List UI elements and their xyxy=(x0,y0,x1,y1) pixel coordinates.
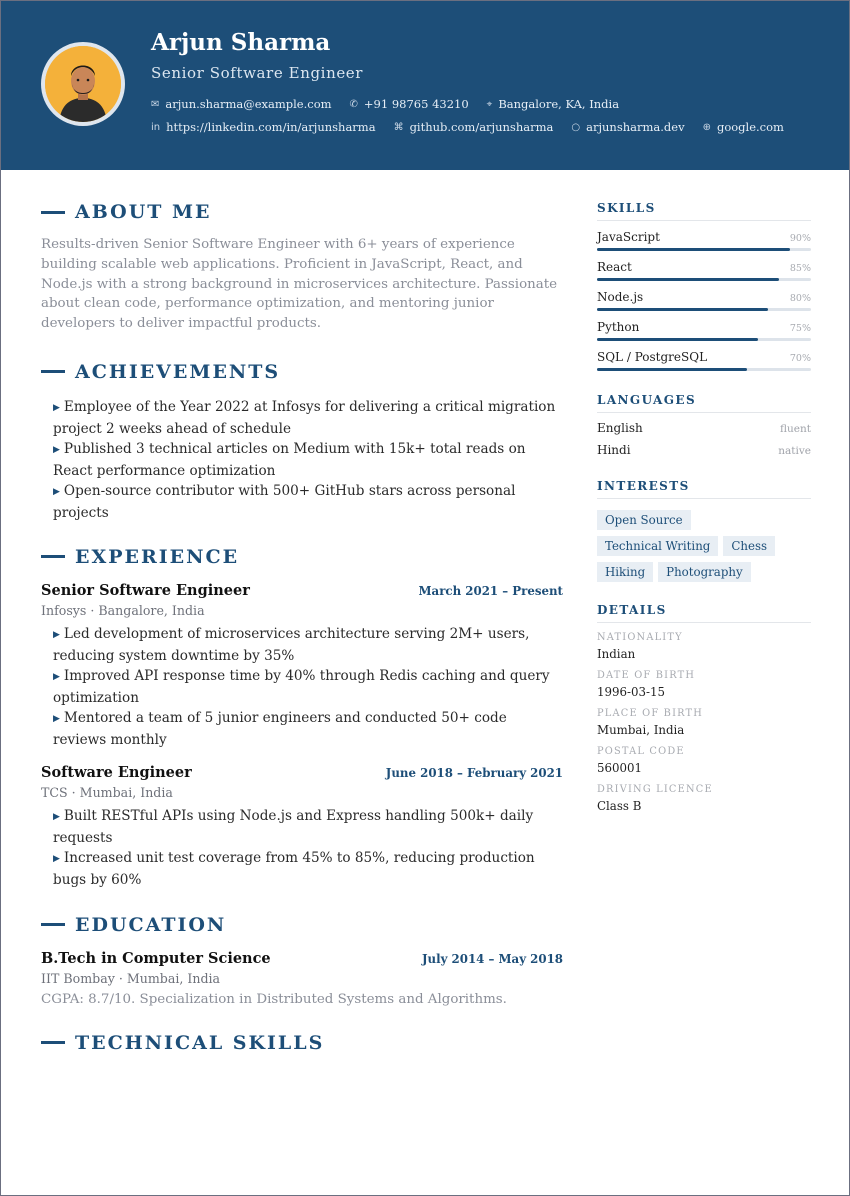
job-header xyxy=(41,764,563,781)
bullet-icon: ▶ xyxy=(53,811,60,822)
degree-title: B.Tech in Computer Science xyxy=(41,949,271,967)
skill-bar-track xyxy=(597,368,811,371)
list-item: ▶ Published 3 technical articles on Medium with 15k+ total reads on React performance optimization xyxy=(53,440,526,479)
globe-icon: ⊕ xyxy=(702,121,711,133)
envelope-icon: ✉ xyxy=(151,98,160,110)
experience-heading xyxy=(41,546,563,568)
language-name: English xyxy=(597,421,643,435)
contact-github-text: github.com/arjunsharma xyxy=(409,120,554,134)
job-entry xyxy=(41,764,563,890)
contact-email[interactable] xyxy=(151,97,332,111)
job-date: March 2021 – Present xyxy=(418,583,563,598)
languages-list xyxy=(597,421,811,457)
skills-heading: SKILLS xyxy=(597,201,811,221)
skill-bar-fill xyxy=(597,308,768,311)
interests-list xyxy=(597,510,811,582)
job-title: Senior Software Engineer xyxy=(41,581,250,599)
phone-icon: ✆ xyxy=(349,98,358,110)
skill-bar-fill xyxy=(597,278,779,281)
education-date: July 2014 – May 2018 xyxy=(421,951,563,966)
list-item: ▶ Built RESTful APIs using Node.js and Express handling 500k+ daily requests xyxy=(53,807,534,846)
list-item: ▶ Increased unit test coverage from 45% to 85%, reducing production bugs by 60% xyxy=(53,849,535,888)
list-item: ▶ Open-source contributor with 500+ GitHub stars across personal projects xyxy=(53,482,516,521)
detail-value: 560001 xyxy=(597,761,643,775)
detail-value: Mumbai, India xyxy=(597,723,685,737)
contact-phone[interactable] xyxy=(350,97,469,111)
detail-value: Class B xyxy=(597,799,642,813)
bullet-icon: ▶ xyxy=(53,853,60,864)
bullet-icon: ▶ xyxy=(53,444,60,455)
technical-skills-heading-text: TECHNICAL SKILLS xyxy=(75,1031,325,1054)
skill-name: SQL / PostgreSQL xyxy=(597,350,708,364)
avatar xyxy=(41,42,125,126)
skill-percent: 85% xyxy=(789,263,811,274)
candidate-title: Senior Software Engineer xyxy=(151,64,364,82)
contact-github[interactable] xyxy=(394,120,554,134)
skill-item xyxy=(597,320,811,341)
achievements-heading xyxy=(41,361,563,383)
interest-chip: Photography xyxy=(658,562,751,582)
list-item: ▶ Mentored a team of 5 junior engineers and conducted 50+ code reviews monthly xyxy=(53,709,507,748)
education-heading-text: EDUCATION xyxy=(75,913,227,936)
heading-bar xyxy=(41,1041,65,1044)
education-entry xyxy=(41,950,563,1007)
contact-location xyxy=(487,97,619,111)
education-org: IIT Bombay · Mumbai, India xyxy=(41,970,221,986)
list-item: ▶ Employee of the Year 2022 at Infosys for delivering a critical migration project 2 weeks ahead of schedule xyxy=(53,398,556,437)
skill-percent: 80% xyxy=(789,293,811,304)
education-heading xyxy=(41,914,563,936)
skill-item xyxy=(597,260,811,281)
website-icon: ○ xyxy=(571,121,581,133)
bullet-icon: ▶ xyxy=(53,671,60,682)
github-icon: ⌘ xyxy=(393,121,404,133)
bullet-icon: ▶ xyxy=(53,629,60,640)
interests-heading: INTERESTS xyxy=(597,479,811,499)
interest-chip: Hiking xyxy=(597,562,653,582)
education-header xyxy=(41,950,563,967)
skills-list xyxy=(597,230,811,371)
contact-google[interactable] xyxy=(703,120,784,134)
education-note: CGPA: 8.7/10. Specialization in Distributed Systems and Algorithms. xyxy=(41,991,507,1007)
skill-name: React xyxy=(597,260,632,274)
candidate-name: Arjun Sharma xyxy=(151,29,331,56)
bullet-icon: ▶ xyxy=(53,486,60,497)
contact-location-text: Bangalore, KA, India xyxy=(498,97,620,111)
list-item: ▶ Improved API response time by 40% through Redis caching and query optimization xyxy=(53,667,550,706)
list-item: ▶ Led development of microservices architecture serving 2M+ users, reducing system downtime by 35% xyxy=(53,625,530,664)
skill-bar-track xyxy=(597,338,811,341)
heading-bar xyxy=(41,211,65,214)
job-title: Software Engineer xyxy=(41,763,192,781)
languages-heading: LANGUAGES xyxy=(597,393,811,413)
heading-bar xyxy=(41,555,65,558)
skill-bar-fill xyxy=(597,248,790,251)
job-header xyxy=(41,582,563,599)
detail-label: DATE OF BIRTH xyxy=(597,670,696,681)
contact-row-primary xyxy=(151,97,619,111)
skill-bar-fill xyxy=(597,338,758,341)
skill-name: Node.js xyxy=(597,290,644,304)
achievements-heading-text: ACHIEVEMENTS xyxy=(75,360,281,383)
interest-chip: Technical Writing xyxy=(597,536,718,556)
sidebar xyxy=(597,201,811,813)
location-icon: ⌖ xyxy=(486,98,493,110)
skill-bar-track xyxy=(597,248,811,251)
job-entry xyxy=(41,582,563,750)
job-org: TCS · Mumbai, India xyxy=(41,784,173,800)
bullet-icon: ▶ xyxy=(53,713,60,724)
main-column xyxy=(41,201,563,1054)
contact-website-text: arjunsharma.dev xyxy=(586,120,685,134)
contact-email-text: arjun.sharma@example.com xyxy=(165,97,332,111)
resume-header xyxy=(1,1,849,170)
contact-website[interactable] xyxy=(571,120,684,134)
language-level: native xyxy=(778,445,811,457)
technical-skills-heading xyxy=(41,1032,563,1054)
detail-value: Indian xyxy=(597,647,636,661)
details-list xyxy=(597,632,811,813)
skill-name: Python xyxy=(597,320,640,334)
language-item xyxy=(597,443,811,457)
skill-percent: 70% xyxy=(789,353,811,364)
skill-bar-track xyxy=(597,308,811,311)
contact-linkedin[interactable] xyxy=(151,120,376,134)
details-heading: DETAILS xyxy=(597,603,811,623)
detail-label: POSTAL CODE xyxy=(597,746,685,757)
skill-bar-track xyxy=(597,278,811,281)
contact-linkedin-text: https://linkedin.com/in/arjunsharma xyxy=(166,120,376,134)
language-name: Hindi xyxy=(597,443,631,457)
about-heading-text: ABOUT ME xyxy=(75,201,212,223)
interest-chip: Open Source xyxy=(597,510,691,530)
detail-value: 1996-03-15 xyxy=(597,685,666,699)
skill-percent: 75% xyxy=(789,323,811,334)
achievements-list xyxy=(41,397,563,523)
bullet-icon: ▶ xyxy=(53,402,60,413)
linkedin-icon: in xyxy=(151,121,161,133)
job-org: Infosys · Bangalore, India xyxy=(41,602,205,618)
contact-row-links xyxy=(151,120,784,134)
detail-label: PLACE OF BIRTH xyxy=(597,708,704,719)
about-heading xyxy=(41,201,563,223)
experience-heading-text: EXPERIENCE xyxy=(75,545,240,568)
language-level: fluent xyxy=(780,423,811,435)
language-item xyxy=(597,421,811,435)
job-date: June 2018 – February 2021 xyxy=(385,765,563,780)
skill-item xyxy=(597,350,811,371)
skill-percent: 90% xyxy=(789,233,811,244)
skill-item xyxy=(597,290,811,311)
interest-chip: Chess xyxy=(723,536,775,556)
heading-bar xyxy=(41,923,65,926)
contact-google-text: google.com xyxy=(716,120,784,134)
contact-phone-text: +91 98765 43210 xyxy=(363,97,469,111)
skill-item xyxy=(597,230,811,251)
avatar-photo xyxy=(45,46,121,122)
skill-bar-fill xyxy=(597,368,747,371)
detail-label: DRIVING LICENCE xyxy=(597,784,713,795)
about-text: Results-driven Senior Software Engineer with 6+ years of experience building scalable web applications. Proficient in JavaScript, React, and Node.js with a strong background in microservices architecture. Passionate about clean code, performance optimization, and mentoring junior developers to deliver impactful products. xyxy=(41,237,558,332)
heading-bar xyxy=(41,370,65,373)
skill-name: JavaScript xyxy=(597,230,660,244)
detail-label: NATIONALITY xyxy=(597,632,683,643)
